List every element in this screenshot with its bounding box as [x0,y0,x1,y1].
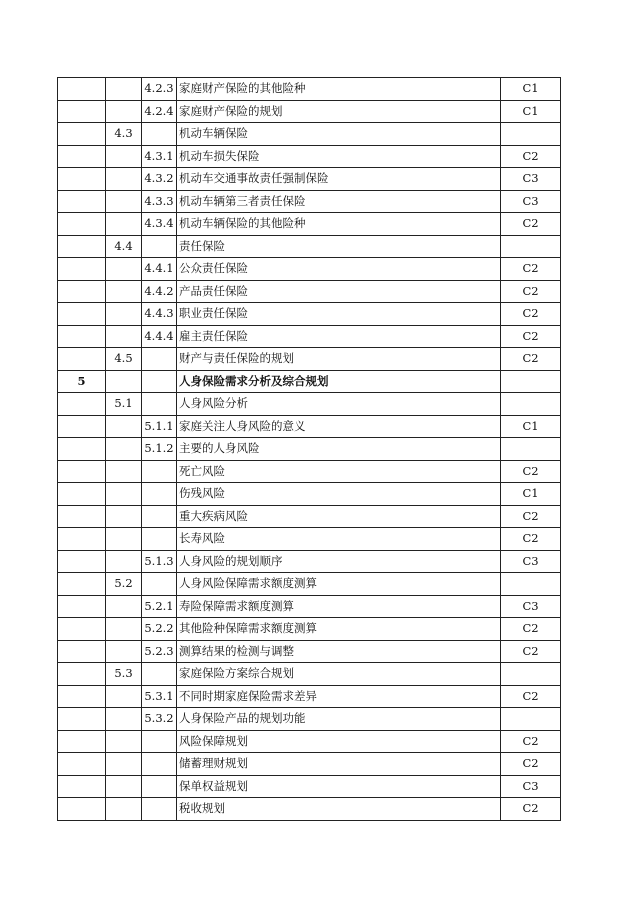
topic-cell: 职业责任保险 [177,303,501,326]
table-row [58,348,561,371]
level-cell: C3 [501,595,561,618]
chapter-cell [58,483,106,506]
chapter-cell [58,235,106,258]
topic-cell: 家庭财产保险的其他险种 [177,78,501,101]
chapter-cell [58,528,106,551]
topic-cell: 风险保障规划 [177,730,501,753]
chapter-cell [58,640,106,663]
topic-cell: 机动车辆第三者责任保险 [177,190,501,213]
section-cell [106,640,142,663]
chapter-cell [58,303,106,326]
subsection-cell: 5.1.3 [142,550,177,573]
level-cell: C2 [501,618,561,641]
syllabus-rows [58,78,561,821]
section-cell [106,550,142,573]
section-cell: 5.1 [106,393,142,416]
table-row [58,393,561,416]
topic-cell: 公众责任保险 [177,258,501,281]
subsection-cell [142,370,177,393]
topic-cell: 人身风险保障需求额度测算 [177,573,501,596]
topic-cell: 人身风险的规划顺序 [177,550,501,573]
subsection-cell: 5.3.1 [142,685,177,708]
topic-cell: 不同时期家庭保险需求差异 [177,685,501,708]
table-row [58,483,561,506]
section-cell [106,370,142,393]
level-cell: C1 [501,78,561,101]
level-cell: C1 [501,483,561,506]
topic-cell: 储蓄理财规划 [177,753,501,776]
topic-cell: 寿险保障需求额度测算 [177,595,501,618]
level-cell: C2 [501,460,561,483]
level-cell: C2 [501,145,561,168]
subsection-cell [142,663,177,686]
subsection-cell [142,775,177,798]
subsection-cell: 5.2.1 [142,595,177,618]
chapter-cell [58,258,106,281]
level-cell: C3 [501,168,561,191]
table-row [58,325,561,348]
subsection-cell: 5.2.2 [142,618,177,641]
chapter-cell [58,730,106,753]
section-cell [106,505,142,528]
table-row [58,505,561,528]
topic-cell: 机动车交通事故责任强制保险 [177,168,501,191]
table-row [58,280,561,303]
syllabus-table [57,77,561,821]
section-cell [106,753,142,776]
section-cell [106,483,142,506]
section-cell [106,438,142,461]
level-cell: C2 [501,640,561,663]
subsection-cell [142,460,177,483]
section-cell: 4.5 [106,348,142,371]
topic-cell: 人身风险分析 [177,393,501,416]
subsection-cell [142,753,177,776]
table-row [58,370,561,393]
level-cell [501,663,561,686]
subsection-cell: 4.3.1 [142,145,177,168]
topic-cell: 其他险种保障需求额度测算 [177,618,501,641]
topic-cell: 保单权益规划 [177,775,501,798]
table-row [58,100,561,123]
section-cell [106,100,142,123]
level-cell [501,708,561,731]
topic-cell: 雇主责任保险 [177,325,501,348]
level-cell [501,123,561,146]
section-cell [106,258,142,281]
level-cell: C2 [501,685,561,708]
table-row [58,145,561,168]
section-cell [106,685,142,708]
topic-cell: 重大疾病风险 [177,505,501,528]
section-cell: 4.3 [106,123,142,146]
chapter-cell [58,415,106,438]
chapter-cell [58,505,106,528]
chapter-cell [58,663,106,686]
section-cell [106,145,142,168]
section-cell [106,730,142,753]
section-cell [106,213,142,236]
chapter-cell [58,100,106,123]
section-cell [106,618,142,641]
subsection-cell: 4.4.2 [142,280,177,303]
section-cell [106,798,142,821]
subsection-cell: 4.2.3 [142,78,177,101]
section-cell: 5.2 [106,573,142,596]
table-row [58,685,561,708]
table-row [58,775,561,798]
section-cell [106,303,142,326]
topic-cell: 机动车辆保险的其他险种 [177,213,501,236]
level-cell: C1 [501,415,561,438]
table-row [58,460,561,483]
topic-cell: 税收规划 [177,798,501,821]
topic-cell: 机动车辆保险 [177,123,501,146]
subsection-cell: 4.3.2 [142,168,177,191]
table-row [58,640,561,663]
level-cell: C2 [501,303,561,326]
section-cell [106,528,142,551]
level-cell: C2 [501,528,561,551]
topic-cell: 死亡风险 [177,460,501,483]
table-row [58,190,561,213]
chapter-cell: 5 [58,370,106,393]
table-row [58,550,561,573]
table-row [58,528,561,551]
chapter-cell [58,708,106,731]
chapter-cell [58,460,106,483]
subsection-cell: 4.4.4 [142,325,177,348]
subsection-cell: 5.1.2 [142,438,177,461]
chapter-cell [58,348,106,371]
chapter-cell [58,798,106,821]
level-cell: C2 [501,213,561,236]
topic-cell: 财产与责任保险的规划 [177,348,501,371]
subsection-cell [142,483,177,506]
table-row [58,123,561,146]
chapter-cell [58,753,106,776]
topic-cell: 责任保险 [177,235,501,258]
chapter-cell [58,325,106,348]
level-cell: C3 [501,190,561,213]
chapter-cell [58,145,106,168]
chapter-cell [58,280,106,303]
section-cell [106,708,142,731]
level-cell [501,573,561,596]
subsection-cell [142,798,177,821]
level-cell [501,393,561,416]
chapter-cell [58,618,106,641]
section-cell [106,460,142,483]
level-cell: C2 [501,325,561,348]
level-cell [501,235,561,258]
section-cell: 5.3 [106,663,142,686]
section-cell [106,280,142,303]
level-cell: C3 [501,550,561,573]
table-row [58,168,561,191]
table-row [58,663,561,686]
chapter-cell [58,775,106,798]
chapter-cell [58,168,106,191]
subsection-cell: 5.3.2 [142,708,177,731]
chapter-cell [58,573,106,596]
subsection-cell [142,235,177,258]
table-row [58,78,561,101]
level-cell: C1 [501,100,561,123]
section-cell [106,415,142,438]
subsection-cell: 4.3.3 [142,190,177,213]
chapter-cell [58,393,106,416]
table-row [58,573,561,596]
chapter-cell [58,595,106,618]
chapter-cell [58,685,106,708]
level-cell: C2 [501,348,561,371]
chapter-cell [58,78,106,101]
subsection-cell [142,348,177,371]
subsection-cell: 4.4.3 [142,303,177,326]
level-cell [501,438,561,461]
table-row [58,708,561,731]
level-cell [501,370,561,393]
section-cell [106,325,142,348]
topic-cell: 测算结果的检测与调整 [177,640,501,663]
chapter-cell [58,550,106,573]
subsection-cell: 4.2.4 [142,100,177,123]
subsection-cell [142,393,177,416]
table-row [58,258,561,281]
section-cell [106,168,142,191]
subsection-cell [142,730,177,753]
topic-cell: 主要的人身风险 [177,438,501,461]
table-row [58,235,561,258]
topic-cell: 家庭财产保险的规划 [177,100,501,123]
table-row [58,618,561,641]
topic-cell: 产品责任保险 [177,280,501,303]
topic-cell: 机动车损失保险 [177,145,501,168]
level-cell: C2 [501,798,561,821]
section-cell [106,775,142,798]
table-row [58,753,561,776]
table-row [58,798,561,821]
topic-cell: 家庭关注人身风险的意义 [177,415,501,438]
section-cell: 4.4 [106,235,142,258]
subsection-cell [142,528,177,551]
chapter-cell [58,213,106,236]
level-cell: C2 [501,280,561,303]
table-row [58,303,561,326]
section-cell [106,190,142,213]
table-row [58,213,561,236]
subsection-cell: 4.4.1 [142,258,177,281]
chapter-cell [58,123,106,146]
section-cell [106,78,142,101]
table-row [58,438,561,461]
topic-cell: 家庭保险方案综合规划 [177,663,501,686]
subsection-cell [142,505,177,528]
chapter-cell [58,438,106,461]
section-cell [106,595,142,618]
chapter-cell [58,190,106,213]
topic-cell: 长寿风险 [177,528,501,551]
subsection-cell: 5.2.3 [142,640,177,663]
table-row [58,730,561,753]
topic-cell: 人身保险产品的规划功能 [177,708,501,731]
level-cell: C3 [501,775,561,798]
level-cell: C2 [501,505,561,528]
topic-cell: 伤残风险 [177,483,501,506]
subsection-cell [142,573,177,596]
subsection-cell: 4.3.4 [142,213,177,236]
level-cell: C2 [501,730,561,753]
subsection-cell: 5.1.1 [142,415,177,438]
subsection-cell [142,123,177,146]
level-cell: C2 [501,258,561,281]
table-row [58,595,561,618]
topic-cell: 人身保险需求分析及综合规划 [177,370,501,393]
table-row [58,415,561,438]
level-cell: C2 [501,753,561,776]
